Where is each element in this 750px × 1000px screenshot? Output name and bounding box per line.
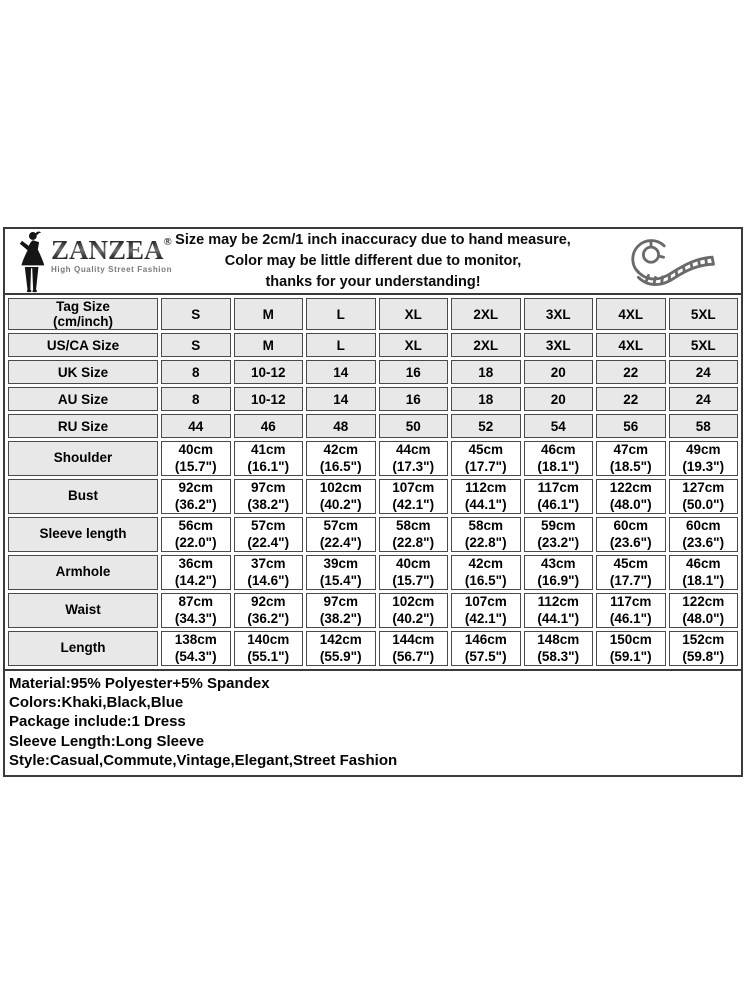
size-cell: 24 (669, 360, 739, 384)
size-cell: 8 (161, 387, 231, 411)
size-table-row (8, 298, 738, 330)
measure-cm-value: 46cm (540, 442, 576, 457)
measure-cm-value: 45cm (613, 556, 649, 571)
measure-cell (379, 555, 449, 590)
row-label (8, 414, 158, 438)
brand-tagline: High Quality Street Fashion (51, 265, 173, 274)
size-cell: S (161, 298, 231, 330)
measure-cell (669, 555, 739, 590)
measure-inch-value: (59.8") (682, 648, 725, 664)
measure-inch-value: (14.6") (247, 572, 290, 588)
row-label (8, 387, 158, 411)
measure-inch-value: (56.7") (392, 648, 435, 664)
measure-cell (524, 479, 594, 514)
measure-inch-value: (16.5") (319, 458, 362, 474)
size-cell: 3XL (524, 333, 594, 357)
measure-cell (524, 441, 594, 476)
size-cell: 4XL (596, 298, 666, 330)
chart-header (5, 229, 741, 295)
measure-cm-value: 117cm (537, 480, 579, 495)
measure-cell (234, 631, 304, 666)
measure-inch-value: (46.1") (537, 496, 580, 512)
size-cell: 8 (161, 360, 231, 384)
disclaimer-line: Size may be 2cm/1 inch inaccuracy due to hand measure, (175, 232, 571, 248)
size-cell: 5XL (669, 298, 739, 330)
measure-cm-value: 57cm (250, 518, 286, 533)
measure-inch-value: (15.7") (174, 458, 217, 474)
measure-cm-value: 97cm (250, 480, 286, 495)
measure-cell (234, 517, 304, 552)
measure-inch-value: (18.1") (682, 572, 725, 588)
size-cell: 16 (379, 387, 449, 411)
size-table (5, 295, 741, 669)
measure-cell (669, 479, 739, 514)
measure-cell (161, 593, 231, 628)
measure-inch-value: (22.8") (392, 534, 435, 550)
measure-cell (524, 517, 594, 552)
row-label (8, 333, 158, 357)
measure-inch-value: (23.6") (609, 534, 652, 550)
measure-cm-value: 45cm (468, 442, 504, 457)
measure-inch-value: (40.2") (319, 496, 362, 512)
measure-cell (379, 631, 449, 666)
size-cell: 46 (234, 414, 304, 438)
row-label-line: AU Size (57, 391, 109, 407)
measure-cm-value: 49cm (685, 442, 721, 457)
size-cell: M (234, 333, 304, 357)
row-label: Length (8, 631, 158, 666)
measure-cell (596, 517, 666, 552)
measure-cell (161, 441, 231, 476)
measure-cell (669, 631, 739, 666)
size-cell: S (161, 333, 231, 357)
measure-cm-value: 142cm (319, 632, 362, 647)
measure-inch-value: (17.7") (464, 458, 507, 474)
measure-table-row (8, 555, 738, 590)
measure-cell (524, 593, 594, 628)
measure-cm-value: 56cm (178, 518, 214, 533)
size-cell: 2XL (451, 298, 521, 330)
size-cell: 52 (451, 414, 521, 438)
measure-cm-value: 97cm (323, 594, 359, 609)
measure-cell (451, 555, 521, 590)
size-cell: 14 (306, 360, 376, 384)
size-table-row (8, 360, 738, 384)
row-label: Bust (8, 479, 158, 514)
size-cell: L (306, 333, 376, 357)
row-label-line: RU Size (57, 418, 109, 434)
measure-cm-value: 102cm (392, 594, 435, 609)
measure-cell (379, 517, 449, 552)
measure-inch-value: (44.1") (537, 610, 580, 626)
size-table-body (8, 298, 738, 666)
measure-cm-value: 117cm (610, 594, 652, 609)
measure-cell (161, 631, 231, 666)
product-detail-line: Colors:Khaki,Black,Blue (9, 694, 184, 712)
measure-inch-value: (22.4") (319, 534, 362, 550)
measure-inch-value: (36.2") (174, 496, 217, 512)
measure-cell (234, 441, 304, 476)
measure-inch-value: (48.0") (609, 496, 652, 512)
measure-cell (306, 479, 376, 514)
size-cell: 5XL (669, 333, 739, 357)
size-cell: 18 (451, 360, 521, 384)
measure-inch-value: (38.2") (319, 610, 362, 626)
measure-cell (596, 555, 666, 590)
measure-cm-value: 150cm (609, 632, 652, 647)
measure-inch-value: (57.5") (464, 648, 507, 664)
measure-inch-value: (23.6") (682, 534, 725, 550)
measure-cm-value: 44cm (395, 442, 431, 457)
measure-cell (451, 517, 521, 552)
size-cell: 54 (524, 414, 594, 438)
measure-cell (596, 631, 666, 666)
measure-cm-value: 138cm (174, 632, 217, 647)
measure-cm-value: 42cm (468, 556, 504, 571)
row-label-line: UK Size (57, 364, 109, 380)
row-label: Shoulder (8, 441, 158, 476)
size-cell: 20 (524, 387, 594, 411)
measure-cm-value: 59cm (540, 518, 576, 533)
measure-cm-value: 92cm (178, 480, 214, 495)
size-cell: 24 (669, 387, 739, 411)
row-label (8, 360, 158, 384)
measure-cell (379, 593, 449, 628)
measure-inch-value: (34.3") (174, 610, 217, 626)
measure-inch-value: (15.4") (319, 572, 362, 588)
measure-cell (524, 631, 594, 666)
measure-inch-value: (15.7") (392, 572, 435, 588)
measure-inch-value: (38.2") (247, 496, 290, 512)
measure-cell (234, 479, 304, 514)
measure-table-row (8, 631, 738, 666)
size-cell: XL (379, 298, 449, 330)
product-detail-line: Sleeve Length:Long Sleeve (9, 732, 205, 750)
row-label-line: (cm/inch) (52, 314, 113, 329)
measure-cell (669, 441, 739, 476)
measure-table-row (8, 441, 738, 476)
registered-mark: ® (163, 236, 172, 248)
measure-cell (306, 593, 376, 628)
size-cell: 20 (524, 360, 594, 384)
size-table-row (8, 387, 738, 411)
row-label-line: US/CA Size (46, 337, 120, 353)
size-cell: 44 (161, 414, 231, 438)
size-cell: 22 (596, 387, 666, 411)
tape-measure-icon (609, 232, 727, 290)
measure-table-row (8, 593, 738, 628)
brand-name: ZANZEA® (51, 235, 172, 265)
measure-cm-value: 40cm (395, 556, 431, 571)
size-cell: 56 (596, 414, 666, 438)
measure-inch-value: (40.2") (392, 610, 435, 626)
measure-cm-value: 122cm (609, 480, 652, 495)
measure-cell (524, 555, 594, 590)
measure-cm-value: 40cm (178, 442, 214, 457)
measure-cell (306, 517, 376, 552)
measure-table-row (8, 517, 738, 552)
size-table-row (8, 333, 738, 357)
measure-inch-value: (50.0") (682, 496, 725, 512)
measure-cm-value: 57cm (323, 518, 359, 533)
measure-cm-value: 107cm (392, 480, 435, 495)
measure-inch-value: (19.3") (682, 458, 725, 474)
measure-cm-value: 122cm (682, 594, 725, 609)
size-cell: 3XL (524, 298, 594, 330)
measure-cm-value: 102cm (319, 480, 362, 495)
size-cell: 10-12 (234, 387, 304, 411)
size-cell: 4XL (596, 333, 666, 357)
disclaimer-line: thanks for your understanding! (265, 274, 481, 290)
measure-cm-value: 140cm (247, 632, 290, 647)
measure-cell (596, 441, 666, 476)
measure-inch-value: (18.1") (537, 458, 580, 474)
measure-inch-value: (23.2") (537, 534, 580, 550)
size-cell: 48 (306, 414, 376, 438)
measure-cm-value: 43cm (540, 556, 576, 571)
measure-cm-value: 39cm (323, 556, 359, 571)
product-detail-line: Material:95% Polyester+5% Spandex (9, 675, 270, 692)
row-label: Armhole (8, 555, 158, 590)
size-cell: M (234, 298, 304, 330)
disclaimer-line: Color may be little different due to monitor, (224, 253, 522, 269)
size-cell: XL (379, 333, 449, 357)
size-cell: 22 (596, 360, 666, 384)
measure-cell (306, 555, 376, 590)
measure-inch-value: (22.8") (464, 534, 507, 550)
size-cell: 50 (379, 414, 449, 438)
size-cell: 10-12 (234, 360, 304, 384)
row-label-line: Tag Size (56, 299, 110, 314)
measure-cell (161, 479, 231, 514)
measure-inch-value: (42.1") (464, 610, 507, 626)
measure-cm-value: 36cm (178, 556, 214, 571)
measure-inch-value: (22.0") (174, 534, 217, 550)
size-cell: 2XL (451, 333, 521, 357)
row-label: Sleeve length (8, 517, 158, 552)
measure-inch-value: (16.9") (537, 572, 580, 588)
measure-cm-value: 127cm (682, 480, 725, 495)
measure-cm-value: 46cm (685, 556, 721, 571)
measure-inch-value: (54.3") (174, 648, 217, 664)
measure-cell (596, 593, 666, 628)
measure-cell (451, 479, 521, 514)
measure-inch-value: (16.5") (464, 572, 507, 588)
measure-cell (234, 593, 304, 628)
measure-cell (234, 555, 304, 590)
measure-cell (451, 631, 521, 666)
measure-cell (306, 631, 376, 666)
measure-cm-value: 152cm (682, 632, 725, 647)
measure-cell (379, 441, 449, 476)
size-cell: 14 (306, 387, 376, 411)
measure-cell (451, 441, 521, 476)
measure-cell (379, 479, 449, 514)
measure-cm-value: 92cm (250, 594, 286, 609)
measure-cm-value: 60cm (613, 518, 649, 533)
product-detail-line: Package include:1 Dress (9, 713, 186, 731)
row-label: Waist (8, 593, 158, 628)
measure-inch-value: (48.0") (682, 610, 725, 626)
measure-inch-value: (18.5") (609, 458, 652, 474)
row-label (8, 298, 158, 330)
measure-cell (451, 593, 521, 628)
measure-inch-value: (17.7") (609, 572, 652, 588)
measure-cm-value: 112cm (465, 480, 507, 495)
measure-cm-value: 87cm (178, 594, 214, 609)
product-detail-line: Style:Casual,Commute,Vintage,Elegant,Street Fashion (9, 751, 398, 769)
measure-inch-value: (42.1") (392, 496, 435, 512)
measure-inch-value: (46.1") (609, 610, 652, 626)
measure-inch-value: (22.4") (247, 534, 290, 550)
size-chart-box (3, 227, 743, 777)
measure-inch-value: (55.1") (247, 648, 290, 664)
measure-inch-value: (55.9") (319, 648, 362, 664)
size-cell: 16 (379, 360, 449, 384)
measure-cm-value: 42cm (323, 442, 359, 457)
measure-inch-value: (58.3") (537, 648, 580, 664)
size-cell: 18 (451, 387, 521, 411)
measure-cm-value: 47cm (613, 442, 649, 457)
size-cell: L (306, 298, 376, 330)
size-table-row (8, 414, 738, 438)
measure-inch-value: (59.1") (609, 648, 652, 664)
measure-cm-value: 146cm (464, 632, 507, 647)
size-cell: 58 (669, 414, 739, 438)
measure-cm-value: 41cm (250, 442, 286, 457)
measure-cell (161, 555, 231, 590)
measure-cell (306, 441, 376, 476)
measure-table-row (8, 479, 738, 514)
measure-inch-value: (44.1") (464, 496, 507, 512)
measure-cm-value: 148cm (537, 632, 580, 647)
measure-cm-value: 60cm (685, 518, 721, 533)
measure-cell (596, 479, 666, 514)
measure-inch-value: (36.2") (247, 610, 290, 626)
measure-inch-value: (16.1") (247, 458, 290, 474)
measure-cm-value: 58cm (395, 518, 431, 533)
measure-cell (669, 517, 739, 552)
measure-cm-value: 112cm (537, 594, 579, 609)
measure-cm-value: 144cm (392, 632, 435, 647)
measure-inch-value: (17.3") (392, 458, 435, 474)
measure-cell (669, 593, 739, 628)
measure-cm-value: 58cm (468, 518, 504, 533)
measure-cell (161, 517, 231, 552)
measure-cm-value: 37cm (250, 556, 286, 571)
measure-inch-value: (14.2") (174, 572, 217, 588)
product-details (5, 669, 741, 775)
measure-cm-value: 107cm (464, 594, 507, 609)
